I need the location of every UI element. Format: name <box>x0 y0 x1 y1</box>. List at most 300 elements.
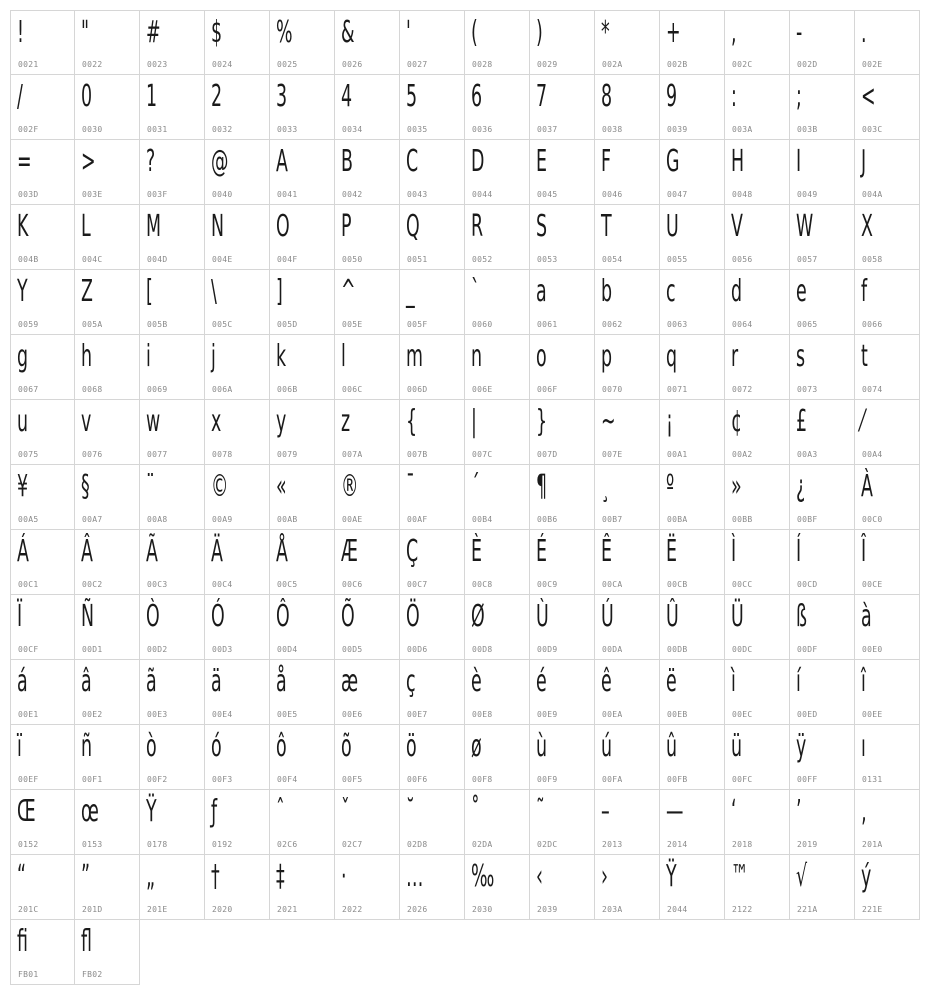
glyph-cell <box>660 400 725 465</box>
glyph-codepoint-label: 00DB <box>667 645 688 654</box>
glyph-codepoint-label: 00F9 <box>537 775 558 784</box>
glyph-character: 4 <box>341 79 353 114</box>
glyph-codepoint-label: 00D4 <box>277 645 298 654</box>
glyph-cell <box>855 270 920 335</box>
glyph-character: j <box>211 339 216 374</box>
glyph-cell <box>530 10 595 75</box>
glyph-cell <box>10 530 75 595</box>
glyph-codepoint-label: 00BB <box>732 515 753 524</box>
glyph-codepoint-label: 004A <box>862 190 883 199</box>
glyph-character: Ó <box>211 599 225 634</box>
glyph-codepoint-label: 007D <box>537 450 558 459</box>
glyph-codepoint-label: 00A9 <box>212 515 233 524</box>
glyph-codepoint-label: 00EB <box>667 710 688 719</box>
glyph-codepoint-label: 00C0 <box>862 515 883 524</box>
glyph-codepoint-label: 00D5 <box>342 645 363 654</box>
glyph-codepoint-label: 201E <box>147 905 168 914</box>
glyph-codepoint-label: 006C <box>342 385 363 394</box>
glyph-character: ó <box>211 729 222 764</box>
glyph-cell <box>595 140 660 205</box>
glyph-character: â <box>81 664 92 699</box>
glyph-codepoint-label: 002F <box>18 125 39 134</box>
glyph-character: ™ <box>731 859 749 894</box>
glyph-codepoint-label: 0064 <box>732 320 753 329</box>
glyph-cell <box>790 530 855 595</box>
glyph-cell <box>530 660 595 725</box>
glyph-character: x <box>211 404 222 439</box>
glyph-character: ) <box>536 15 543 50</box>
glyph-cell <box>270 10 335 75</box>
glyph-character: ¡ <box>666 404 673 439</box>
glyph-cell <box>725 10 790 75</box>
glyph-codepoint-label: 00A4 <box>862 450 883 459</box>
glyph-codepoint-label: 00DF <box>797 645 818 654</box>
glyph-cell <box>400 335 465 400</box>
glyph-character: Ñ <box>81 599 95 634</box>
glyph-cell <box>400 75 465 140</box>
glyph-codepoint-label: 0034 <box>342 125 363 134</box>
glyph-cell <box>530 205 595 270</box>
glyph-codepoint-label: 007C <box>472 450 493 459</box>
glyph-cell <box>205 270 270 335</box>
glyph-character: Ç <box>406 534 419 569</box>
glyph-character: 0 <box>81 79 93 114</box>
glyph-character: ù <box>536 729 548 764</box>
glyph-character: / <box>17 79 23 114</box>
glyph-character: Ò <box>146 599 160 634</box>
glyph-codepoint-label: 0178 <box>147 840 168 849</box>
glyph-character: q <box>666 339 678 374</box>
glyph-codepoint-label: 201A <box>862 840 883 849</box>
glyph-cell <box>595 335 660 400</box>
glyph-cell <box>725 725 790 790</box>
glyph-codepoint-label: 00F6 <box>407 775 428 784</box>
glyph-codepoint-label: 0046 <box>602 190 623 199</box>
glyph-character: _ <box>406 274 415 309</box>
glyph-cell <box>10 595 75 660</box>
glyph-cell <box>595 205 660 270</box>
glyph-codepoint-label: 0056 <box>732 255 753 264</box>
glyph-character: % <box>276 15 293 50</box>
glyph-codepoint-label: 2026 <box>407 905 428 914</box>
glyph-character: Ù <box>536 599 549 634</box>
glyph-character: l <box>341 339 346 374</box>
glyph-codepoint-label: 00A5 <box>18 515 39 524</box>
glyph-codepoint-label: 0079 <box>277 450 298 459</box>
glyph-cell <box>595 10 660 75</box>
glyph-character: Ä <box>211 534 223 569</box>
glyph-cell <box>595 400 660 465</box>
glyph-cell <box>75 660 140 725</box>
glyph-codepoint-label: 0040 <box>212 190 233 199</box>
glyph-codepoint-label: 00E9 <box>537 710 558 719</box>
glyph-codepoint-label: 0028 <box>472 60 493 69</box>
glyph-codepoint-label: FB02 <box>82 970 103 979</box>
glyph-codepoint-label: 0055 <box>667 255 688 264</box>
glyph-character: ‡ <box>276 859 285 894</box>
glyph-cell <box>465 465 530 530</box>
glyph-cell <box>790 465 855 530</box>
glyph-character: ' <box>406 15 411 50</box>
glyph-character: [ <box>146 274 153 309</box>
glyph-codepoint-label: 0078 <box>212 450 233 459</box>
glyph-codepoint-label: 00D2 <box>147 645 168 654</box>
glyph-codepoint-label: 00B7 <box>602 515 623 524</box>
glyph-codepoint-label: 00E5 <box>277 710 298 719</box>
glyph-character: w <box>146 404 161 439</box>
glyph-cell <box>530 75 595 140</box>
glyph-character: ¯ <box>406 469 415 504</box>
glyph-character: k <box>276 339 287 374</box>
glyph-codepoint-label: 0024 <box>212 60 233 69</box>
glyph-character: ë <box>666 664 677 699</box>
glyph-cell <box>465 270 530 335</box>
glyph-character: n <box>471 339 483 374</box>
glyph-cell <box>75 205 140 270</box>
glyph-codepoint-label: 0031 <box>147 125 168 134</box>
glyph-character: ﬂ <box>81 924 92 959</box>
glyph-codepoint-label: 00CD <box>797 580 818 589</box>
glyph-codepoint-label: 00C1 <box>18 580 39 589</box>
glyph-character: 2 <box>211 79 223 114</box>
glyph-character: m <box>406 339 423 374</box>
glyph-codepoint-label: 0152 <box>18 840 39 849</box>
glyph-codepoint-label: 004F <box>277 255 298 264</box>
glyph-cell <box>205 660 270 725</box>
glyph-cell <box>855 725 920 790</box>
glyph-cell <box>270 465 335 530</box>
glyph-character: z <box>341 404 351 439</box>
glyph-character: \ <box>211 274 217 309</box>
glyph-cell <box>140 10 205 75</box>
glyph-character: P <box>341 209 352 244</box>
glyph-codepoint-label: 004D <box>147 255 168 264</box>
glyph-character: À <box>861 469 873 504</box>
glyph-cell <box>465 790 530 855</box>
glyph-cell <box>790 140 855 205</box>
glyph-character: ˇ <box>341 794 350 829</box>
glyph-character: # <box>146 15 161 50</box>
glyph-cell <box>465 140 530 205</box>
glyph-codepoint-label: 0060 <box>472 320 493 329</box>
glyph-codepoint-label: 00EE <box>862 710 883 719</box>
glyph-cell <box>855 465 920 530</box>
glyph-character: d <box>731 274 743 309</box>
glyph-character: ¸ <box>601 469 610 504</box>
glyph-codepoint-label: 0045 <box>537 190 558 199</box>
glyph-character: y <box>276 404 287 439</box>
glyph-character: & <box>341 15 355 50</box>
glyph-cell <box>75 790 140 855</box>
glyph-character: ñ <box>81 729 93 764</box>
glyph-character: ; <box>796 79 802 114</box>
glyph-codepoint-label: 0026 <box>342 60 363 69</box>
glyph-character: û <box>666 729 678 764</box>
glyph-character: œ <box>81 794 99 829</box>
glyph-cell <box>205 10 270 75</box>
glyph-character: £ <box>796 404 808 439</box>
glyph-cell <box>140 660 205 725</box>
glyph-cell <box>660 530 725 595</box>
glyph-character: , <box>731 15 737 50</box>
glyph-cell <box>10 920 75 985</box>
glyph-codepoint-label: 2013 <box>602 840 623 849</box>
glyph-codepoint-label: 0033 <box>277 125 298 134</box>
glyph-codepoint-label: 0071 <box>667 385 688 394</box>
glyph-codepoint-label: 00ED <box>797 710 818 719</box>
glyph-codepoint-label: 0073 <box>797 385 818 394</box>
glyph-cell <box>595 530 660 595</box>
glyph-character: Û <box>666 599 679 634</box>
glyph-character: … <box>406 859 424 894</box>
glyph-codepoint-label: 00DC <box>732 645 753 654</box>
glyph-codepoint-label: 00F2 <box>147 775 168 784</box>
glyph-character: r <box>731 339 739 374</box>
glyph-character: 5 <box>406 79 418 114</box>
glyph-character: É <box>536 534 548 569</box>
glyph-character: h <box>81 339 93 374</box>
glyph-character: Â <box>81 534 93 569</box>
glyph-character: “ <box>17 859 27 894</box>
glyph-cell <box>790 75 855 140</box>
glyph-character: Ÿ <box>666 859 677 894</box>
glyph-codepoint-label: 0074 <box>862 385 883 394</box>
glyph-cell <box>530 140 595 205</box>
glyph-codepoint-label: 0047 <box>667 190 688 199</box>
glyph-codepoint-label: 00CE <box>862 580 883 589</box>
glyph-character: ^ <box>341 274 356 309</box>
glyph-character: > <box>81 144 96 179</box>
glyph-cell <box>140 75 205 140</box>
glyph-character: Ú <box>601 599 614 634</box>
glyph-codepoint-label: 00DA <box>602 645 623 654</box>
glyph-character: { <box>406 404 418 439</box>
glyph-codepoint-label: 004E <box>212 255 233 264</box>
glyph-codepoint-label: 201D <box>82 905 103 914</box>
glyph-cell <box>75 335 140 400</box>
glyph-character: ü <box>731 729 743 764</box>
glyph-cell <box>140 205 205 270</box>
glyph-character: a <box>536 274 547 309</box>
glyph-cell <box>10 270 75 335</box>
glyph-character: N <box>211 209 225 244</box>
glyph-cell <box>205 465 270 530</box>
glyph-character: H <box>731 144 745 179</box>
glyph-codepoint-label: 00C8 <box>472 580 493 589</box>
glyph-cell <box>465 205 530 270</box>
glyph-character: Ÿ <box>146 794 157 829</box>
glyph-cell <box>400 205 465 270</box>
glyph-codepoint-label: 2020 <box>212 905 233 914</box>
glyph-cell <box>10 400 75 465</box>
glyph-character: . <box>861 15 867 50</box>
glyph-codepoint-label: 00A7 <box>82 515 103 524</box>
glyph-cell <box>595 465 660 530</box>
glyph-cell <box>335 595 400 660</box>
glyph-cell <box>725 595 790 660</box>
glyph-character: ˜ <box>536 794 545 829</box>
glyph-cell <box>790 595 855 660</box>
glyph-codepoint-label: 003C <box>862 125 883 134</box>
glyph-codepoint-label: 2021 <box>277 905 298 914</box>
glyph-codepoint-label: 006B <box>277 385 298 394</box>
glyph-cell <box>10 140 75 205</box>
glyph-character: ¨ <box>146 469 155 504</box>
glyph-cell <box>855 790 920 855</box>
glyph-cell <box>75 920 140 985</box>
glyph-cell <box>270 400 335 465</box>
glyph-codepoint-label: 0029 <box>537 60 558 69</box>
glyph-cell <box>270 790 335 855</box>
glyph-cell <box>270 75 335 140</box>
glyph-codepoint-label: 2039 <box>537 905 558 914</box>
glyph-codepoint-label: 005C <box>212 320 233 329</box>
glyph-character: ⁄ <box>861 404 864 439</box>
glyph-character: ’ <box>796 794 802 829</box>
glyph-codepoint-label: 003F <box>147 190 168 199</box>
glyph-character: L <box>81 209 91 244</box>
glyph-codepoint-label: 0072 <box>732 385 753 394</box>
glyph-cell <box>205 75 270 140</box>
glyph-codepoint-label: 0025 <box>277 60 298 69</box>
glyph-character: " <box>81 15 90 50</box>
glyph-codepoint-label: 0068 <box>82 385 103 394</box>
glyph-codepoint-label: 0054 <box>602 255 623 264</box>
glyph-codepoint-label: 00AE <box>342 515 363 524</box>
glyph-character: Ö <box>406 599 420 634</box>
glyph-codepoint-label: 0050 <box>342 255 363 264</box>
glyph-cell <box>725 790 790 855</box>
glyph-character: ´ <box>471 469 480 504</box>
glyph-codepoint-label: 221A <box>797 905 818 914</box>
glyph-character: I <box>796 144 802 179</box>
glyph-character: ﬁ <box>17 924 28 959</box>
glyph-character: Î <box>861 534 867 569</box>
glyph-character: „ <box>146 859 156 894</box>
glyph-character: › <box>601 859 608 894</box>
glyph-cell <box>10 205 75 270</box>
glyph-codepoint-label: 00D3 <box>212 645 233 654</box>
glyph-cell <box>660 335 725 400</box>
glyph-cell <box>75 75 140 140</box>
glyph-codepoint-label: 006D <box>407 385 428 394</box>
glyph-cell <box>400 465 465 530</box>
glyph-character: ô <box>276 729 287 764</box>
glyph-codepoint-label: 002C <box>732 60 753 69</box>
glyph-codepoint-label: 0192 <box>212 840 233 849</box>
glyph-codepoint-label: 00E0 <box>862 645 883 654</box>
glyph-character: p <box>601 339 613 374</box>
glyph-cell <box>465 335 530 400</box>
glyph-cell <box>595 660 660 725</box>
glyph-codepoint-label: 0043 <box>407 190 428 199</box>
glyph-cell <box>465 530 530 595</box>
glyph-codepoint-label: 2014 <box>667 840 688 849</box>
glyph-cell <box>660 855 725 920</box>
glyph-cell <box>660 75 725 140</box>
glyph-character: ç <box>406 664 416 699</box>
glyph-cell <box>400 10 465 75</box>
glyph-cell <box>400 855 465 920</box>
glyph-character: ¶ <box>536 469 548 504</box>
glyph-codepoint-label: 0062 <box>602 320 623 329</box>
glyph-character: U <box>666 209 679 244</box>
glyph-cell <box>75 725 140 790</box>
glyph-codepoint-label: 002A <box>602 60 623 69</box>
glyph-cell <box>140 400 205 465</box>
glyph-character: $ <box>211 15 223 50</box>
glyph-codepoint-label: 0044 <box>472 190 493 199</box>
glyph-cell <box>530 465 595 530</box>
glyph-codepoint-label: 02DA <box>472 840 493 849</box>
glyph-character: √ <box>796 859 808 894</box>
glyph-cell <box>790 400 855 465</box>
glyph-codepoint-label: 0022 <box>82 60 103 69</box>
glyph-codepoint-label: 00AF <box>407 515 428 524</box>
glyph-cell <box>75 270 140 335</box>
glyph-character: J <box>861 144 867 179</box>
glyph-codepoint-label: 005D <box>277 320 298 329</box>
glyph-character: V <box>731 209 743 244</box>
glyph-cell <box>725 75 790 140</box>
glyph-cell <box>205 855 270 920</box>
glyph-codepoint-label: 0039 <box>667 125 688 134</box>
glyph-character: ï <box>17 729 22 764</box>
glyph-cell <box>75 530 140 595</box>
glyph-cell <box>335 530 400 595</box>
glyph-codepoint-label: 2122 <box>732 905 753 914</box>
glyph-cell <box>790 660 855 725</box>
glyph-codepoint-label: 005F <box>407 320 428 329</box>
glyph-character: ˆ <box>276 794 285 829</box>
glyph-cell <box>660 140 725 205</box>
glyph-codepoint-label: 006A <box>212 385 233 394</box>
glyph-codepoint-label: 0049 <box>797 190 818 199</box>
glyph-codepoint-label: FB01 <box>18 970 39 979</box>
glyph-codepoint-label: 0075 <box>18 450 39 459</box>
glyph-character: Í <box>796 534 802 569</box>
glyph-character: ® <box>341 469 359 504</box>
glyph-character: u <box>17 404 29 439</box>
glyph-character: } <box>536 404 548 439</box>
glyph-cell <box>465 725 530 790</box>
glyph-codepoint-label: 00B4 <box>472 515 493 524</box>
glyph-cell <box>335 75 400 140</box>
glyph-character: * <box>601 15 610 50</box>
glyph-codepoint-label: 00D1 <box>82 645 103 654</box>
glyph-character: Ï <box>17 599 23 634</box>
glyph-codepoint-label: 0063 <box>667 320 688 329</box>
glyph-character: c <box>666 274 676 309</box>
glyph-character: f <box>861 274 868 309</box>
glyph-character: ‚ <box>861 794 867 829</box>
glyph-cell <box>855 140 920 205</box>
glyph-codepoint-label: 00BF <box>797 515 818 524</box>
glyph-codepoint-label: 0131 <box>862 775 883 784</box>
glyph-character: 3 <box>276 79 288 114</box>
glyph-codepoint-label: 00FF <box>797 775 818 784</box>
glyph-codepoint-label: 00EC <box>732 710 753 719</box>
glyph-character: g <box>17 339 29 374</box>
glyph-codepoint-label: 00CB <box>667 580 688 589</box>
glyph-cell <box>660 270 725 335</box>
glyph-codepoint-label: 02DC <box>537 840 558 849</box>
glyph-character: ß <box>796 599 807 634</box>
glyph-cell <box>140 595 205 660</box>
glyph-cell <box>725 400 790 465</box>
glyph-codepoint-label: 201C <box>18 905 39 914</box>
glyph-codepoint-label: 0066 <box>862 320 883 329</box>
